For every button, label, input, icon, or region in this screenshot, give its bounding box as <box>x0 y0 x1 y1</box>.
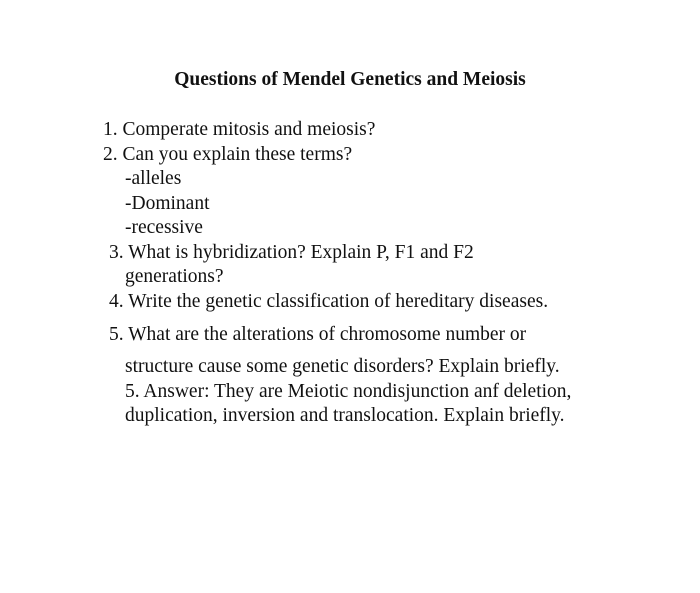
term-dominant: -Dominant <box>125 193 210 214</box>
document-title: Questions of Mendel Genetics and Meiosis <box>174 69 526 90</box>
answer-5-continued: duplication, inversion and translocation. Explain briefly. <box>125 405 565 426</box>
question-3-continued: generations? <box>125 266 224 287</box>
question-1: 1. Comperate mitosis and meiosis? <box>103 119 376 140</box>
term-alleles: -alleles <box>125 168 182 189</box>
question-3: 3. What is hybridization? Explain P, F1 and F2 <box>109 242 474 263</box>
question-4: 4. Write the genetic classification of hereditary diseases. <box>109 291 549 312</box>
question-2: 2. Can you explain these terms? <box>103 144 353 165</box>
answer-5: 5. Answer: They are Meiotic nondisjunction anf deletion, <box>125 381 572 402</box>
term-recessive: -recessive <box>125 217 203 238</box>
question-5: 5. What are the alterations of chromosome number or <box>109 324 527 345</box>
question-5-continued: structure cause some genetic disorders? Explain briefly. <box>125 356 560 377</box>
